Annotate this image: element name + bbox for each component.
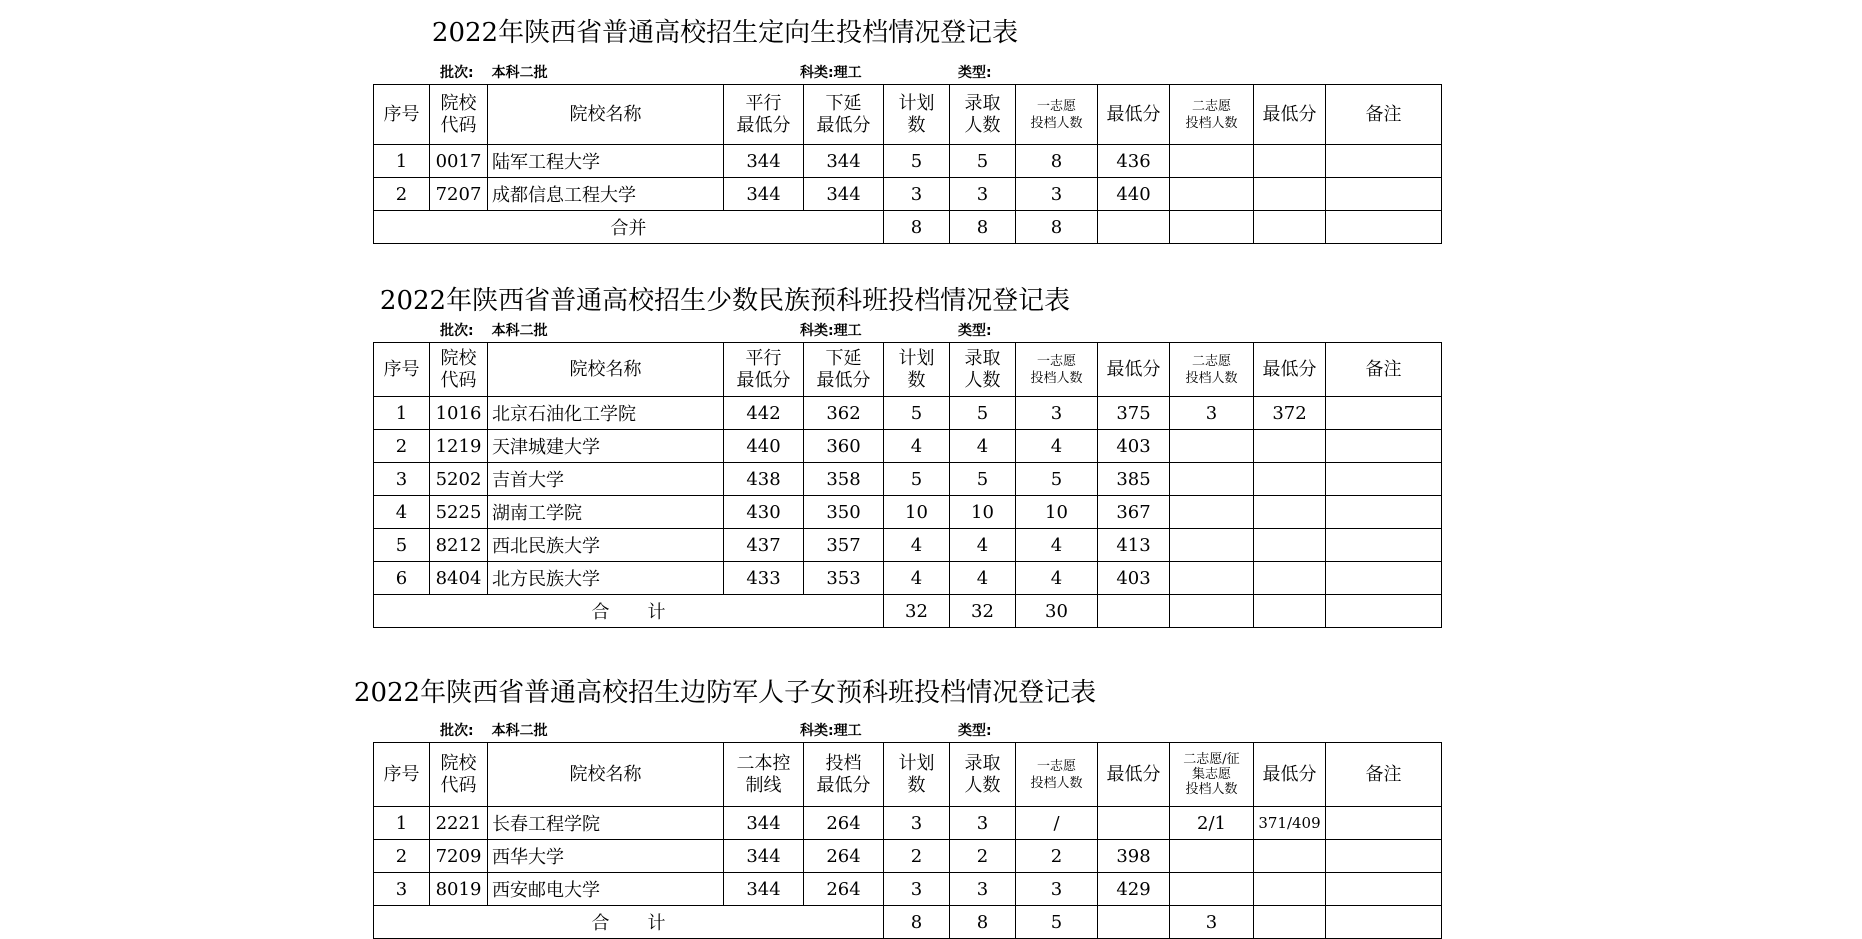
total-lowest-2	[1254, 211, 1326, 244]
cell: 0017	[430, 145, 488, 178]
cell: 375	[1098, 397, 1170, 430]
total-label-b: 计	[647, 602, 666, 623]
total-row	[374, 595, 1442, 628]
cell	[1326, 496, 1442, 529]
table-row	[374, 463, 1442, 496]
total-row	[374, 211, 1442, 244]
cell	[1254, 496, 1326, 529]
subject-meta	[800, 320, 862, 340]
batch-label: 批次:	[440, 65, 474, 81]
cell: 3	[1016, 397, 1098, 430]
cell: 7207	[430, 178, 488, 211]
cell: 264	[804, 873, 884, 906]
total-admit: 32	[950, 595, 1016, 628]
table-title: 2022年陕西省普通高校招生少数民族预科班投档情况登记表	[379, 286, 1071, 316]
cell: 357	[804, 529, 884, 562]
col-header-second-choice: 二志愿 投档人数	[1170, 85, 1254, 145]
cell: 436	[1098, 145, 1170, 178]
cell: 成都信息工程大学	[488, 178, 724, 211]
cell: 344	[804, 145, 884, 178]
cell: 385	[1098, 463, 1170, 496]
table-row	[374, 529, 1442, 562]
col-header-lowest: 最低分	[1098, 343, 1170, 397]
cell: 440	[1098, 178, 1170, 211]
cell: 4	[884, 562, 950, 595]
cell: 4	[374, 496, 430, 529]
cell: 5	[884, 145, 950, 178]
table-row	[374, 145, 1442, 178]
col-header-name: 院校名称	[488, 343, 724, 397]
cell	[1254, 145, 1326, 178]
cell	[1254, 562, 1326, 595]
total-first: 5	[1016, 906, 1098, 939]
cell: 367	[1098, 496, 1170, 529]
table-row	[374, 562, 1442, 595]
cell: 4	[1016, 430, 1098, 463]
col-header-second-choice: 二志愿 投档人数	[1170, 343, 1254, 397]
cell	[1254, 840, 1326, 873]
col-header-lowest: 最低分	[1098, 85, 1170, 145]
cell: 1	[374, 397, 430, 430]
cell	[1170, 463, 1254, 496]
cell: 10	[884, 496, 950, 529]
cell: 2	[884, 840, 950, 873]
type-label: 类型:	[958, 65, 992, 81]
cell: 403	[1098, 430, 1170, 463]
cell	[1170, 529, 1254, 562]
cell: 北京石油化工学院	[488, 397, 724, 430]
cell: 4	[1016, 529, 1098, 562]
col-header-lowest-2: 最低分	[1254, 743, 1326, 807]
total-label: 合并	[374, 211, 884, 244]
subject-label: 科类:	[800, 65, 834, 81]
cell: 372	[1254, 397, 1326, 430]
total-note	[1326, 595, 1442, 628]
type-meta	[958, 720, 992, 740]
cell: 344	[804, 178, 884, 211]
table-title: 2022年陕西省普通高校招生定向生投档情况登记表	[431, 18, 1019, 48]
cell: 1	[374, 145, 430, 178]
cell: 437	[724, 529, 804, 562]
cell: 264	[804, 807, 884, 840]
total-label	[374, 595, 884, 628]
cell: 358	[804, 463, 884, 496]
cell: 371/409	[1254, 807, 1326, 840]
cell: 403	[1098, 562, 1170, 595]
col-header-admitted: 录取 人数	[950, 743, 1016, 807]
cell	[1326, 840, 1442, 873]
subject-meta	[800, 62, 862, 82]
cell: 360	[804, 430, 884, 463]
cell	[1326, 178, 1442, 211]
cell	[1170, 873, 1254, 906]
cell	[1170, 430, 1254, 463]
total-note	[1326, 906, 1442, 939]
cell	[1254, 178, 1326, 211]
cell: 433	[724, 562, 804, 595]
cell: 5	[884, 463, 950, 496]
total-lowest	[1098, 906, 1170, 939]
cell: 3	[1170, 397, 1254, 430]
total-lowest	[1098, 211, 1170, 244]
cell: 8	[1016, 145, 1098, 178]
total-label	[374, 906, 884, 939]
cell: 350	[804, 496, 884, 529]
cell: 2	[1016, 840, 1098, 873]
batch-label: 批次:	[440, 323, 474, 339]
total-lowest-2	[1254, 906, 1326, 939]
cell: 5	[950, 145, 1016, 178]
total-plan: 32	[884, 595, 950, 628]
cell	[1254, 463, 1326, 496]
cell: 344	[724, 840, 804, 873]
col-header-notes: 备注	[1326, 343, 1442, 397]
table-row	[374, 496, 1442, 529]
cell: 5	[884, 397, 950, 430]
cell: 2221	[430, 807, 488, 840]
total-lowest-2	[1254, 595, 1326, 628]
cell: 10	[950, 496, 1016, 529]
col-header-seq: 序号	[374, 343, 430, 397]
col-header-plan: 计划 数	[884, 343, 950, 397]
col-header-plan: 计划 数	[884, 743, 950, 807]
col-header-first-choice: 一志愿 投档人数	[1016, 85, 1098, 145]
header-row	[374, 85, 1442, 145]
cell: 2	[374, 840, 430, 873]
col-header-seq: 序号	[374, 85, 430, 145]
cell	[1326, 430, 1442, 463]
cell	[1326, 807, 1442, 840]
cell	[1170, 840, 1254, 873]
cell: 3	[884, 178, 950, 211]
cell: 8404	[430, 562, 488, 595]
cell	[1326, 397, 1442, 430]
cell: 2	[374, 430, 430, 463]
cell: 吉首大学	[488, 463, 724, 496]
total-row	[374, 906, 1442, 939]
batch-value: 本科二批	[491, 65, 548, 81]
cell: 344	[724, 873, 804, 906]
cell	[1254, 873, 1326, 906]
cell: 344	[724, 178, 804, 211]
cell: 6	[374, 562, 430, 595]
cell: 2	[374, 178, 430, 211]
col-header-first-choice: 一志愿 投档人数	[1016, 743, 1098, 807]
col-header-control-line: 二本控 制线	[724, 743, 804, 807]
total-first: 30	[1016, 595, 1098, 628]
cell: /	[1016, 807, 1098, 840]
col-header-name: 院校名称	[488, 743, 724, 807]
cell: 344	[724, 145, 804, 178]
total-first: 8	[1016, 211, 1098, 244]
subject-value: 理工	[833, 323, 862, 339]
cell: 353	[804, 562, 884, 595]
col-header-filing-min: 投档 最低分	[804, 743, 884, 807]
total-plan: 8	[884, 211, 950, 244]
cell: 湖南工学院	[488, 496, 724, 529]
cell	[1170, 145, 1254, 178]
cell: 3	[1016, 178, 1098, 211]
col-header-seq: 序号	[374, 743, 430, 807]
header-row	[374, 343, 1442, 397]
meta-row	[440, 320, 548, 340]
total-lowest	[1098, 595, 1170, 628]
data-table	[373, 342, 1442, 628]
col-header-lowest-2: 最低分	[1254, 343, 1326, 397]
cell: 西安邮电大学	[488, 873, 724, 906]
data-table	[373, 84, 1442, 244]
cell: 5225	[430, 496, 488, 529]
col-header-parallel-min: 平行 最低分	[724, 343, 804, 397]
cell: 3	[1016, 873, 1098, 906]
cell: 430	[724, 496, 804, 529]
col-header-admitted: 录取 人数	[950, 343, 1016, 397]
col-header-lowest-2: 最低分	[1254, 85, 1326, 145]
header-row	[374, 743, 1442, 807]
cell: 3	[884, 873, 950, 906]
cell: 2	[950, 840, 1016, 873]
total-second	[1170, 211, 1254, 244]
cell: 438	[724, 463, 804, 496]
cell: 8212	[430, 529, 488, 562]
cell: 北方民族大学	[488, 562, 724, 595]
cell	[1326, 873, 1442, 906]
cell: 362	[804, 397, 884, 430]
cell: 3	[374, 873, 430, 906]
cell	[1326, 529, 1442, 562]
batch-value: 本科二批	[491, 723, 548, 739]
cell	[1254, 529, 1326, 562]
total-admit: 8	[950, 211, 1016, 244]
cell: 陆军工程大学	[488, 145, 724, 178]
subject-meta	[800, 720, 862, 740]
cell	[1170, 496, 1254, 529]
cell: 西北民族大学	[488, 529, 724, 562]
total-second: 3	[1170, 906, 1254, 939]
cell: 344	[724, 807, 804, 840]
subject-value: 理工	[833, 723, 862, 739]
col-header-name: 院校名称	[488, 85, 724, 145]
batch-label: 批次:	[440, 723, 474, 739]
meta-row	[440, 720, 548, 740]
cell	[1254, 430, 1326, 463]
cell: 2/1	[1170, 807, 1254, 840]
total-plan: 8	[884, 906, 950, 939]
data-table	[373, 742, 1442, 939]
total-label-a: 合	[591, 913, 610, 934]
col-header-code: 院校 代码	[430, 85, 488, 145]
cell	[1326, 145, 1442, 178]
col-header-second-choice: 二志愿/征 集志愿 投档人数	[1170, 743, 1254, 807]
cell: 5	[1016, 463, 1098, 496]
cell: 4	[1016, 562, 1098, 595]
cell: 4	[884, 529, 950, 562]
table-row	[374, 397, 1442, 430]
cell: 1016	[430, 397, 488, 430]
subject-label: 科类:	[800, 723, 834, 739]
cell: 长春工程学院	[488, 807, 724, 840]
cell: 天津城建大学	[488, 430, 724, 463]
type-meta	[958, 62, 992, 82]
col-header-extended-min: 下延 最低分	[804, 343, 884, 397]
table-row	[374, 807, 1442, 840]
total-second	[1170, 595, 1254, 628]
meta-row	[440, 62, 548, 82]
cell: 5	[950, 463, 1016, 496]
total-admit: 8	[950, 906, 1016, 939]
cell: 398	[1098, 840, 1170, 873]
cell: 429	[1098, 873, 1170, 906]
cell: 264	[804, 840, 884, 873]
table-row	[374, 178, 1442, 211]
cell: 1	[374, 807, 430, 840]
cell: 442	[724, 397, 804, 430]
table-title: 2022年陕西省普通高校招生边防军人子女预科班投档情况登记表	[353, 678, 1097, 708]
cell: 1219	[430, 430, 488, 463]
type-label: 类型:	[958, 723, 992, 739]
col-header-parallel-min: 平行 最低分	[724, 85, 804, 145]
cell	[1170, 562, 1254, 595]
cell: 7209	[430, 840, 488, 873]
col-header-first-choice: 一志愿 投档人数	[1016, 343, 1098, 397]
cell: 5202	[430, 463, 488, 496]
cell: 4	[950, 562, 1016, 595]
type-meta	[958, 320, 992, 340]
table-row	[374, 873, 1442, 906]
total-label-a: 合	[591, 602, 610, 623]
col-header-admitted: 录取 人数	[950, 85, 1016, 145]
cell	[1098, 807, 1170, 840]
cell: 3	[950, 807, 1016, 840]
cell: 4	[950, 529, 1016, 562]
type-label: 类型:	[958, 323, 992, 339]
col-header-code: 院校 代码	[430, 343, 488, 397]
cell	[1326, 463, 1442, 496]
subject-value: 理工	[833, 65, 862, 81]
cell: 413	[1098, 529, 1170, 562]
table-row	[374, 430, 1442, 463]
cell: 5	[374, 529, 430, 562]
cell: 8019	[430, 873, 488, 906]
cell: 3	[374, 463, 430, 496]
cell: 440	[724, 430, 804, 463]
total-label-b: 计	[647, 913, 666, 934]
cell: 10	[1016, 496, 1098, 529]
cell	[1170, 178, 1254, 211]
batch-value: 本科二批	[491, 323, 548, 339]
cell: 4	[950, 430, 1016, 463]
col-header-extended-min: 下延 最低分	[804, 85, 884, 145]
subject-label: 科类:	[800, 323, 834, 339]
table-row	[374, 840, 1442, 873]
cell: 5	[950, 397, 1016, 430]
cell: 西华大学	[488, 840, 724, 873]
col-header-notes: 备注	[1326, 743, 1442, 807]
total-note	[1326, 211, 1442, 244]
col-header-notes: 备注	[1326, 85, 1442, 145]
cell: 4	[884, 430, 950, 463]
col-header-lowest: 最低分	[1098, 743, 1170, 807]
col-header-plan: 计划 数	[884, 85, 950, 145]
cell: 3	[950, 873, 1016, 906]
cell: 3	[884, 807, 950, 840]
col-header-code: 院校 代码	[430, 743, 488, 807]
cell	[1326, 562, 1442, 595]
cell: 3	[950, 178, 1016, 211]
